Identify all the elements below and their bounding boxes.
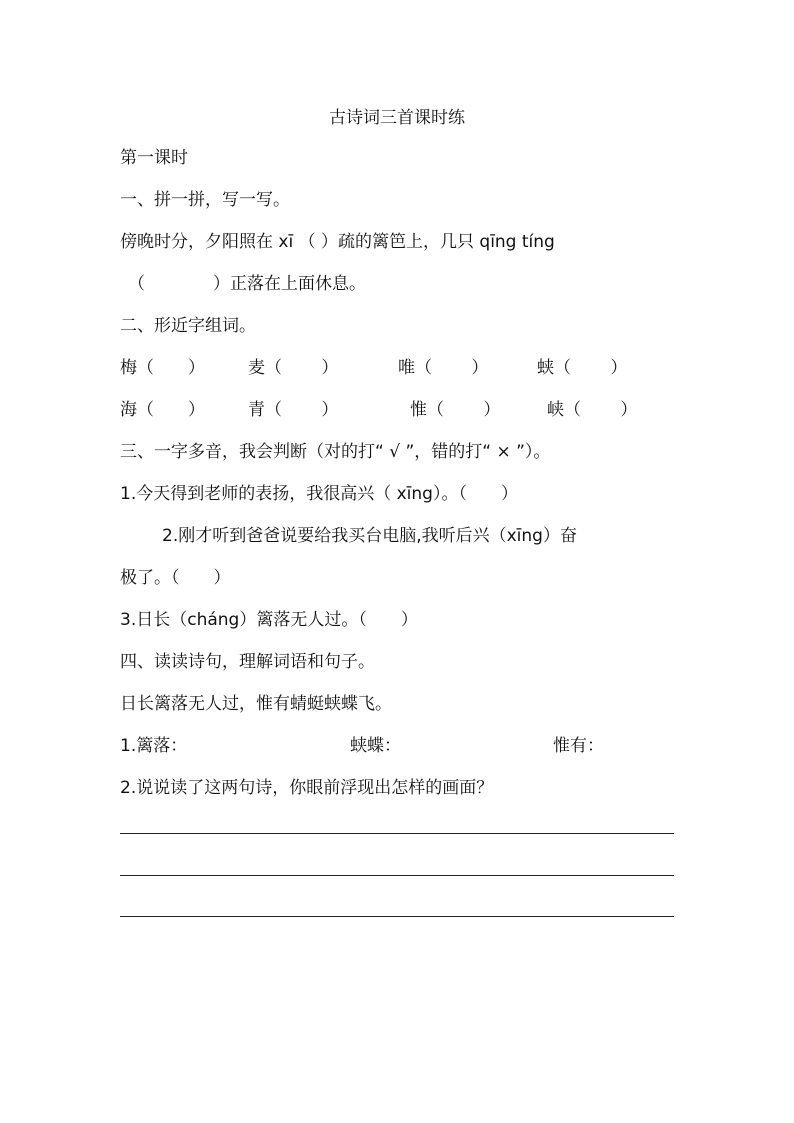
word-pair-2b: 青（ ） (248, 400, 339, 420)
section3-item1: 1.今天得到老师的表扬，我很高兴（ xīng）。（ ） (120, 484, 518, 504)
section1-line2: （ ）正落在上面休息。 (128, 274, 366, 294)
word-pair-3b: 惟（ ） (410, 400, 501, 420)
section2-heading: 二、形近字组词。 (120, 316, 256, 336)
word-pair-1b: 海（ ） (120, 400, 205, 420)
lesson-label: 第一课时 (120, 148, 188, 168)
answer-line-2[interactable] (120, 875, 674, 876)
section4-question2: 2.说说读了这两句诗，你眼前浮现出怎样的画面？ (120, 778, 494, 798)
section1-line1: 傍晚时分，夕阳照在 xī （ ）疏的篱笆上，几只 qīng tíng (120, 232, 555, 252)
word-pair-4a: 蛱（ ） (537, 358, 628, 378)
term-weiyou: 惟有： (553, 736, 604, 756)
term-liluo: 1.篱落： (120, 736, 188, 756)
section3-item2-line1: 2.刚才听到爸爸说要给我买台电脑,我听后兴（xīng）奋 (162, 526, 577, 546)
section4-heading: 四、读读诗句，理解词语和句子。 (120, 652, 375, 672)
word-pair-4b: 峡（ ） (547, 400, 638, 420)
answer-line-3[interactable] (120, 916, 674, 917)
section3-item2-line2: 极了。（ ） (120, 568, 231, 588)
section1-heading: 一、拼一拼，写一写。 (120, 190, 290, 210)
page-title: 古诗词三首课时练 (329, 108, 465, 128)
word-pair-3a: 唯（ ） (398, 358, 489, 378)
section3-item3: 3.日长（cháng）篱落无人过。（ ） (120, 610, 418, 630)
answer-line-1[interactable] (120, 833, 674, 834)
term-jiadie: 蛱蝶： (350, 736, 401, 756)
word-pair-2a: 麦（ ） (248, 358, 339, 378)
poem-line: 日长篱落无人过，惟有蜻蜓蛱蝶飞。 (120, 694, 392, 714)
section3-heading: 三、一字多音，我会判断（对的打“ √ ”，错的打“ × ”）。 (120, 442, 551, 462)
word-pair-1a: 梅（ ） (120, 358, 205, 378)
